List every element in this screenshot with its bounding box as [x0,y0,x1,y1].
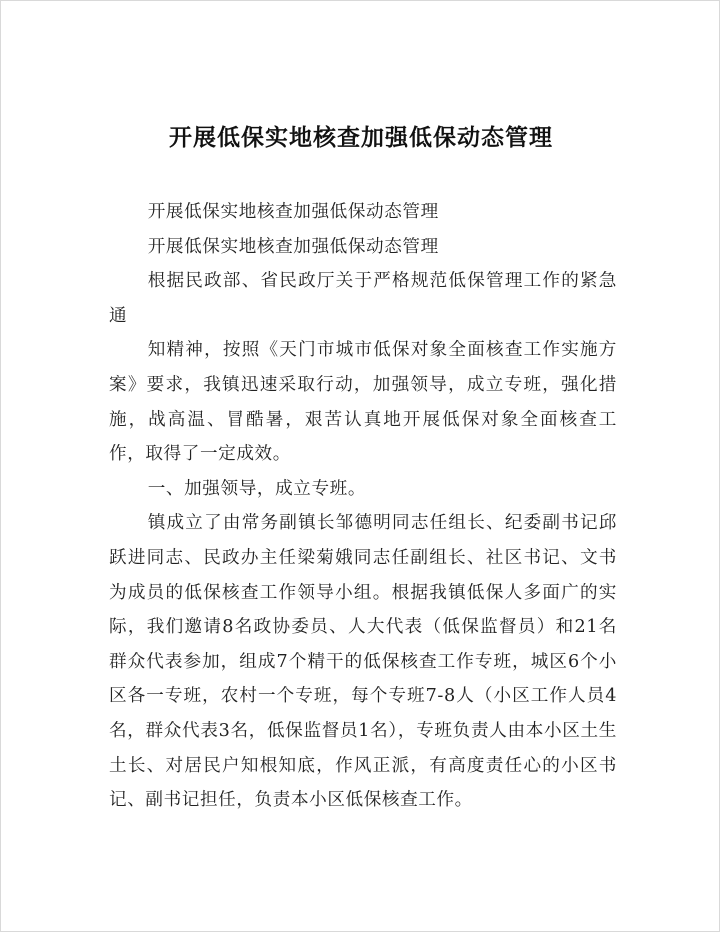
paragraph-subtitle-1: 开展低保实地核查加强低保动态管理 [147,202,439,222]
section-heading-1: 一、加强领导，成立专班。 [147,478,367,499]
paragraph-team-setup: 镇成立了由常务副镇长邹德明同志任组长、纪委副书记邱跃进同志、民政办主任梁菊娥同志任副组长、社区书记、文书为成员的低保核查工作领导小组。根据我镇低保人多面广的实际，我们邀请8名政协委员、人大代表（低保监督员）和21名群众代表参加，组成7个精干的低保核查工作专班，城区6个小区各一专班，农村一个专班，每个专班7-8人（小区工作人员4名，群众代表3名，低保监督员1名），专班负责人由本小区土生土长、对居民户知根知底，作风正派，有高度责任心的小区书记、副书记担任，负责本小区低保核查工作。 [109,513,617,811]
paragraph-subtitle-2: 开展低保实地核查加强低保动态管理 [147,236,439,257]
paragraph-directive: 知精神，按照《天门市城市低保对象全面核查工作实施方案》要求，我镇迅速采取行动，加强领导，成立专班，强化措施，战高温、冒酷暑，艰苦认真地开展低保对象全面核查工作，取得了一定成效。 [109,340,617,465]
paragraph-intro: 根据民政部、省民政厅关于严格规范低保管理工作的紧急通 [109,271,617,326]
document-body [109,195,617,818]
document-title: 开展低保实地核查加强低保动态管理 [169,125,553,151]
